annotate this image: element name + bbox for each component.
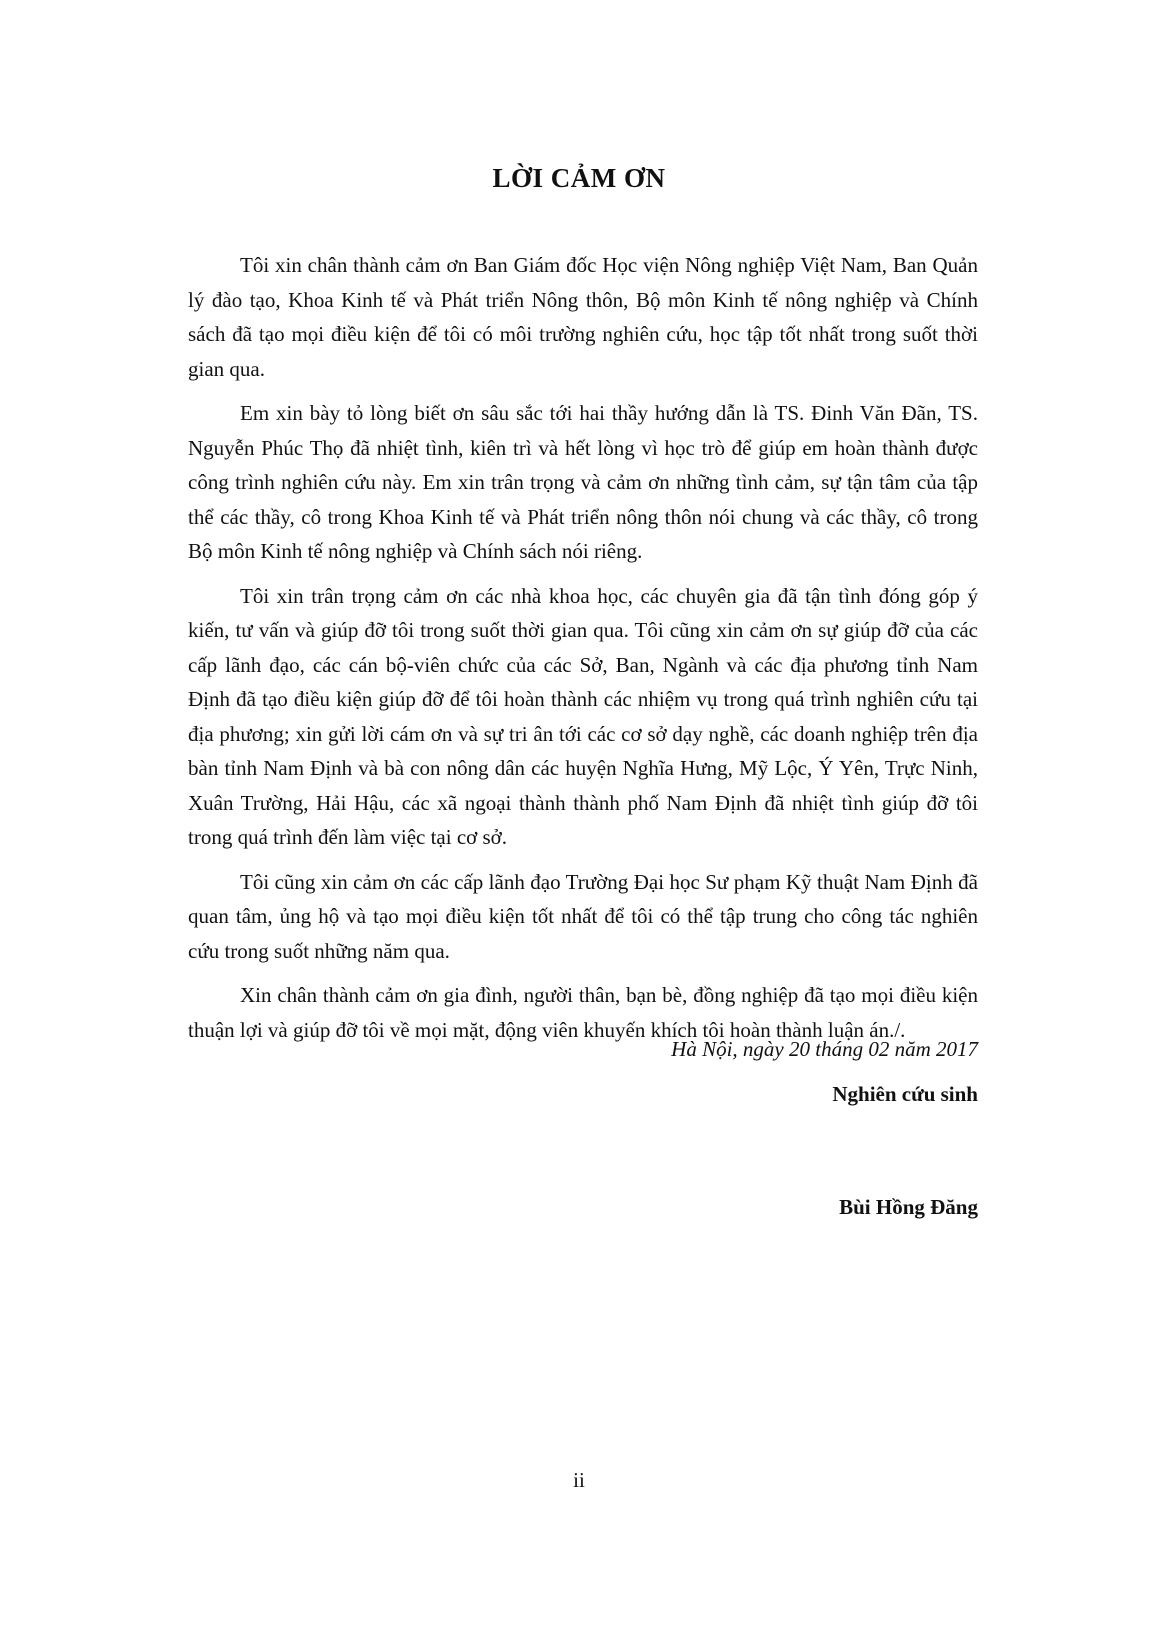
acknowledgement-body xyxy=(188,248,978,1057)
paragraph-5: Xin chân thành cảm ơn gia đình, người thân, bạn bè, đồng nghiệp đã tạo mọi điều kiện thuận lợi và giúp đỡ tôi về mọi mặt, động viên khuyến khích tôi hoàn thành luận án./. xyxy=(188,983,978,1042)
page-title: LỜI CẢM ƠN xyxy=(492,163,666,193)
paragraph-3: Tôi xin trân trọng cảm ơn các nhà khoa học, các chuyên gia đã tận tình đóng góp ý kiến, tư vấn và giúp đỡ tôi trong suốt thời gian qua. Tôi cũng xin cảm ơn sự giúp đỡ của các cấp lãnh đạo, các cán bộ-viên chức của các Sở, Ban, Ngành và các địa phương tỉnh Nam Định đã tạo điều kiện giúp đỡ để tôi hoàn thành các nhiệm vụ trong quá trình nghiên cứu tại địa phương; xin gửi lời cám ơn và sự tri ân tới các cơ sở dạy nghề, các doanh nghiệp trên địa bàn tỉnh Nam Định và bà con nông dân các huyện Nghĩa Hưng, Mỹ Lộc, Ý Yên, Trực Ninh, Xuân Trường, Hải Hậu, các xã ngoại thành thành phố Nam Định đã nhiệt tình giúp đỡ tôi trong quá trình đến làm việc tại cơ sở. xyxy=(188,583,978,849)
page-number: ii xyxy=(573,1468,585,1492)
paragraph-2: Em xin bày tỏ lòng biết ơn sâu sắc tới hai thầy hướng dẫn là TS. Đinh Văn Đãn, TS. Nguyễn Phúc Thọ đã nhiệt tình, kiên trì và hết lòng vì học trò để giúp em hoàn thành được công trình nghiên cứu này. Em xin trân trọng và cảm ơn những tình cảm, sự tận tâm của tập thể các thầy, cô trong Khoa Kinh tế và Phát triển nông thôn nói chung và các thầy, cô trong Bộ môn Kinh tế nông nghiệp và Chính sách nói riêng. xyxy=(188,401,978,563)
signer-role: Nghiên cứu sinh xyxy=(832,1082,978,1106)
place-date-line: Hà Nội, ngày 20 tháng 02 năm 2017 xyxy=(671,1037,978,1061)
signer-name: Bùi Hồng Đăng xyxy=(839,1195,978,1219)
paragraph-1: Tôi xin chân thành cảm ơn Ban Giám đốc Học viện Nông nghiệp Việt Nam, Ban Quản lý đào tạo, Khoa Kinh tế và Phát triển Nông thôn, Bộ môn Kinh tế nông nghiệp và Chính sách đã tạo mọi điều kiện để tôi có môi trường nghiên cứu, học tập tốt nhất trong suốt thời gian qua. xyxy=(188,253,978,381)
paragraph-4: Tôi cũng xin cảm ơn các cấp lãnh đạo Trường Đại học Sư phạm Kỹ thuật Nam Định đã quan tâm, ủng hộ và tạo mọi điều kiện tốt nhất để tôi có thể tập trung cho công tác nghiên cứu trong suốt những năm qua. xyxy=(188,869,978,963)
